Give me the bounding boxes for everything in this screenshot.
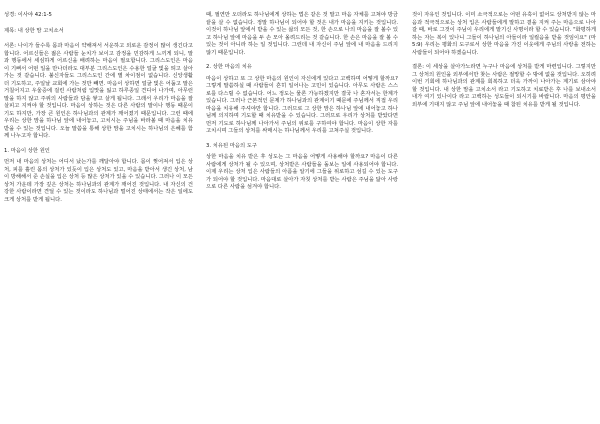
conclusion: 결론: 이 세상을 살아가노라면 누구나 마음에 상처를 받게 마련입니다. 그렇지만 그 상처의 원인을 외부에서만 찾는 사람은 절망할 수 밖에 없을 것입니다. 오히려 이번 기회에 하나님과의 관계를 회복하고 더욱 가까이 나아가는 계기로 삼아야 할 것입니다. 내 상한 맘을 고치소서 라고 기도하고 치료받은 후 나를 보내소서 내가 여기 있나이다 라고 고백하는 성도들이 되시기를 바랍니다. 마음의 평안을 외부에 기대지 않고 주님 앞에 내어놓을 때 참된 치유를 받게 될 것입니다.	[412, 64, 596, 108]
section-3-continuation: 것이 자유인 것입니다. 이미 소극적으로는 어떤 유혹이 없어도 상처받지 않는 마음과 적극적으로는 상처 입은 사람들에게 말하고 곁을 지켜 주는 마음으로 나아갈 때, 바로 그것이 주님이 우리에게 맡기신 사명이라 할 수 있습니다. "화평하게 하는 자는 복이 있나니 그들이 하나님의 아들이라 일컬음을 받을 것임이요" (마 5:9) 우리는 평화의 도구로서 상한 마음을 가진 이웃에게 주님의 사랑을 전하는 사람들이 되어야 하겠습니다.	[412, 12, 596, 56]
introduction: 서론: 나이가 들수록 몸과 마음이 약해져서 서운하고 외로운 감정이 많이 생긴다고 합니다. 어르신들은 젊은 사람들 눈치가 보이고 감정을 민감하게 느끼게 되니, 말과 행동에서 세심하게 어르신을 배려하는 마음이 필요합니다. 그리스도인은 마음이 기뻐서 어떤 일을 만나더라도 대부분 그리스도인은 수용한 얼굴 빛을 띄고 살아가는 것 같습니다. 불신자들도 그리스도인 간에 별 차이점이 없습니다. 신앙생활 더 기도하고, 주일날 교회에 가는 것만 빼면. 마음이 상하면 얼굴 빛은 어둡고 말은 거칠어지고 우울증에 걸린 사람처럼 입맛을 잃고 하루종일 견디어 나가며, 아무런 말을 하지 않고 주위의 사람들과 담을 쌓고 살게 됩니다. 그래서 우리가 마음을 잘 살피고 지켜야 할 것입니다. 마음이 상하는 것은 다른 사람의 말이나 행동 때문이기도 하지만, 가장 큰 원인은 하나님과의 관계가 깨어졌기 때문입니다. 그런 때에 우리는 상한 맘을 하나님 앞에 내어놓고, 고치시는 주님을 바라볼 때 마음을 치유받을 수 있는 것입니다. 오늘 말씀을 통해 상한 맘을 고치시는 하나님의 은혜를 함께 나누고자 합니다.	[4, 43, 193, 139]
section-2-heading: 2. 상한 마음의 치유	[206, 64, 252, 70]
section-1-body: 먼저 내 마음의 상처는 어디서 났는가를 깨달아야 합니다. 몸이 찢어져서 입은 상처, 피를 흘린 몸의 상처가 있듯이 입은 상처도 있고, 마음을 받아서 생긴 상처, 남이 방해해서 준 손실을 입은 상처 등 많은 상처가 있을 수 있습니다. 그러나 이 모든 상처 가운데 가장 깊은 상처는 하나님과의 관계가 깨어진 것입니다. 내 자신의 건강한 사람이라면 견딜 수 있는 것이라도 하나님과 멀어진 상태에서는 작은 일에도 크게 상처를 받게 됩니다.	[4, 159, 193, 203]
sermon-title: 제목: 내 상한 맘 고치소서	[4, 27, 64, 34]
column-1	[4, 12, 193, 211]
section-1-continuation: 때, 필연만 오더라도 하나님에게 상하는 법은 같은 것 말고 마음 자체를 고쳐야 방금 끝을 살 수 없습니다. 정말 하나님이 되어야 할 것은 내가 마음을 지키는 것입니다. 이것이 하나님 앞에서 받을 수 있는 삶의 모든 것, 한 손으로 나의 마음을 잘 볼수 있고 하나님 앞에 마음을 두 손 모아 올려드리는 것 같습니다. 한 손은 마음을 잘 볼 수 있는 것이 아니라 하는 일 것입니다. 그런데 내 자신이 주님 앞에 내 마음을 드리지 않기 때문입니다.	[206, 12, 398, 56]
section-3-heading: 3. 치유된 마음의 도구	[206, 142, 258, 149]
section-3-body: 상한 마음을 치유 받은 후 성도는 그 마음을 어떻게 사용해야 할까요? 마음이 다른 사람에게 상처가 될 수 있으며, 상처받은 사람들을 돌보는 일에 사용되어야 합니다. 이제 우리는 상처 입은 사람들의 아픔을 알기에 그들을 위로하고 섬길 수 있는 도구가 되어야 할 것입니다. 마음대로 살아가 자칫 상처를 받는 사람은 주님을 닮아 사랑으로 다른 사람을 섬겨야 합니다.	[206, 154, 398, 190]
scripture-reference: 성경: 이사야 42:1-5	[4, 12, 52, 18]
column-2	[206, 12, 398, 199]
section-1-heading: 1. 마음이 상한 원인	[4, 147, 50, 154]
section-2-body: 마음이 상하고 또 그 상한 마음의 원인이 자신에게 있다고 고백하며 어떻게 할까요? 그렇게 말씀하실 때 사람들이 흔히 일어나는 고민이 있습니다. 아무도 사람은 스스로를 다스릴 수 없습니다. 어느 정도는 물론 가능하겠지만 결국 나 혼자서는 한계가 있습니다. 그러나 근본적인 문제가 하나님과의 관계이기 때문에 주님께서 직접 우리 마음을 치유해 주셔야만 합니다. 그러므로 그 상한 맘은 하나님 앞에 내어놓고 하나님께 의지하며 기도할 때 치유받을 수 있습니다. 그러므로 우리가 상처를 받았다면 먼저 기도로 하나님께 나아가서 주님의 위로를 구하여야 합니다. 마음이 상한 자를 고치시며 그들의 상처를 싸매시는 하나님께서 우리를 고쳐주실 것입니다.	[206, 75, 398, 134]
column-3	[412, 12, 596, 109]
